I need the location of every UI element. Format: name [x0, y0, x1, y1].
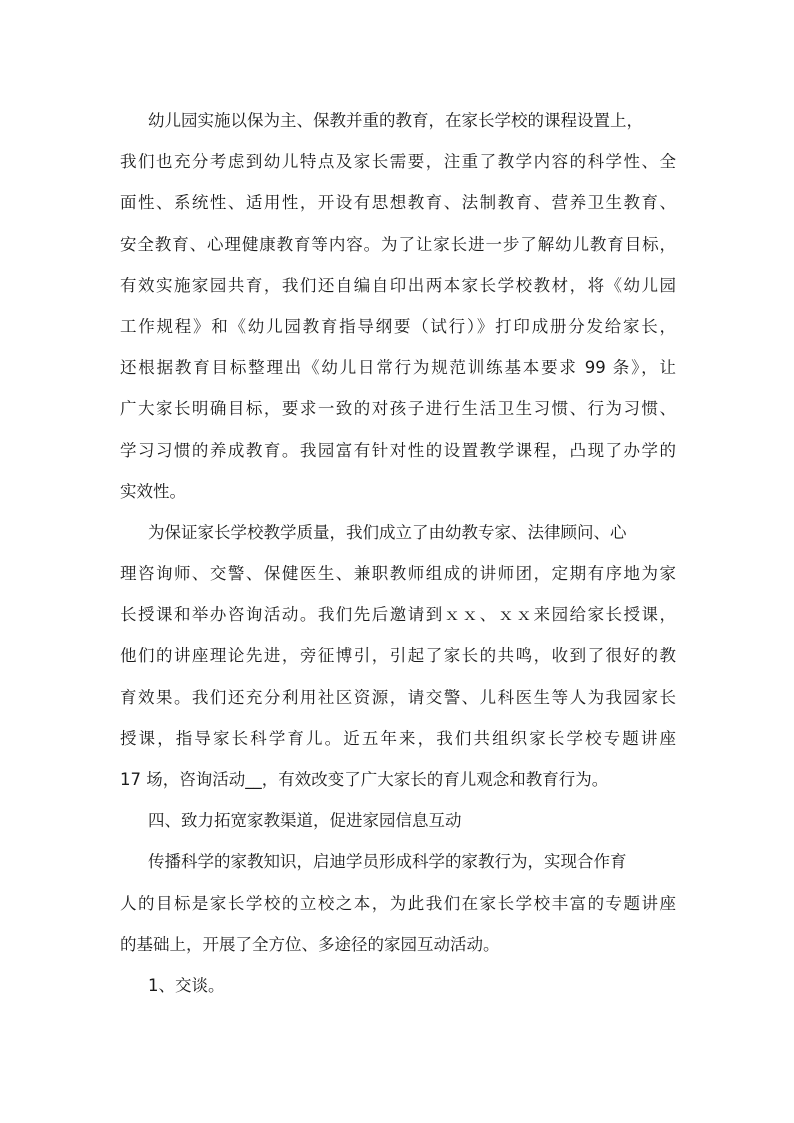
paragraph-line: 理咨询师、交警、保健医生、兼职教师组成的讲师团，定期有序地为家: [120, 564, 676, 584]
paragraph-line: 还根据教育目标整理出《幼儿日常行为规范训练基本要求 99 条》，让: [120, 358, 676, 378]
paragraph-line: 传播科学的家教知识，启迪学员形成科学的家教行为，实现合作育: [148, 852, 627, 872]
paragraph-line: 学习习惯的养成教育。我园富有针对性的设置教学课程，凸现了办学的: [120, 440, 676, 460]
numbered-item-text: 1、交谈。: [148, 975, 225, 995]
paragraph-line: 工作规程》和《幼儿园教育指导纲要（试行）》打印成册分发给家长，: [120, 316, 676, 336]
paragraph-line: 安全教育、心理健康教育等内容。为了让家长进一步了解幼儿教育目标，: [120, 234, 676, 254]
paragraph-line: 授课，指导家长科学育儿。近五年来，我们共组织家长学校专题讲座: [120, 728, 676, 748]
document-body: [120, 100, 676, 1006]
paragraph-2: [120, 512, 676, 800]
paragraph-line: 17 场，咨询活动__，有效改变了广大家长的育儿观念和教育行为。: [120, 770, 609, 789]
paragraph-line: 面性、系统性、适用性，开设有思想教育、法制教育、营养卫生教育、: [120, 193, 676, 213]
paragraph-line: 我们也充分考虑到幼儿特点及家长需要，注重了教学内容的科学性、全: [120, 152, 676, 172]
paragraph-line: 为保证家长学校教学质量，我们成立了由幼教专家、法律顾问、心: [148, 522, 627, 542]
paragraph-line: 育效果。我们还充分利用社区资源，请交警、儿科医生等人为我园家长: [120, 687, 676, 707]
section-heading: [120, 800, 676, 841]
paragraph-line: 实效性。: [120, 481, 186, 501]
paragraph-3: [120, 841, 676, 965]
section-heading-text: 四、致力拓宽家教渠道，促进家园信息互动: [148, 811, 462, 831]
paragraph-line: 幼儿园实施以保为主、保教并重的教育，在家长学校的课程设置上，: [148, 111, 643, 130]
numbered-item: [120, 965, 676, 1006]
paragraph-line: 长授课和举办咨询活动。我们先后邀请到ｘｘ、ｘｘ来园给家长授课，: [120, 605, 676, 625]
paragraph-line: 他们的讲座理论先进，旁征博引，引起了家长的共鸣，收到了很好的教: [120, 646, 676, 666]
paragraph-line: 人的目标是家长学校的立校之本，为此我们在家长学校丰富的专题讲座: [120, 893, 676, 913]
paragraph-1: [120, 100, 676, 512]
paragraph-line: 广大家长明确目标，要求一致的对孩子进行生活卫生习惯、行为习惯、: [120, 399, 676, 419]
paragraph-line: 的基础上，开展了全方位、多途径的家园互动活动。: [120, 934, 500, 954]
paragraph-line: 有效实施家园共育，我们还自编自印出两本家长学校教材，将《幼儿园: [120, 275, 676, 295]
